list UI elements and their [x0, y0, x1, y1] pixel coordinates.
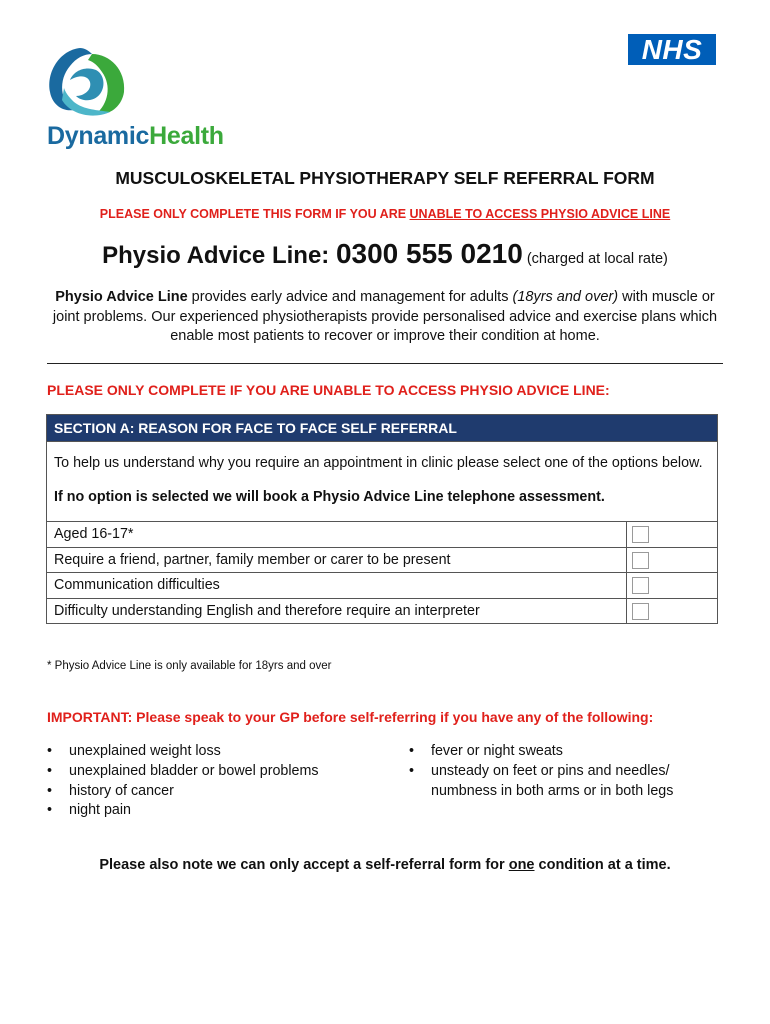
section-a-table: [46, 414, 718, 624]
list-item: [409, 762, 729, 802]
checkbox-interpreter[interactable]: [632, 603, 649, 620]
section-a-heading: SECTION A: REASON FOR FACE TO FACE SELF REFERRAL: [47, 415, 717, 442]
bullet-icon: •: [409, 762, 415, 779]
final-note-prefix: Please also note we can only accept a self-referral form for: [99, 857, 509, 873]
list-item-text: fever or night sweats: [431, 743, 563, 759]
logo-text-health: Health: [149, 122, 224, 150]
list-item: [47, 782, 377, 802]
list-item: [47, 742, 377, 762]
access-notice: [0, 207, 770, 221]
dynamichealth-logo: [40, 40, 240, 150]
checkbox-aged-16-17[interactable]: [632, 526, 649, 543]
advice-line-phone-number: 0300 555 0210: [335, 238, 523, 269]
access-notice-underlined: UNABLE TO ACCESS PHYSIO ADVICE LINE: [409, 207, 671, 221]
bullet-icon: •: [47, 762, 53, 779]
horizontal-divider: [47, 363, 723, 364]
logo-wordmark: [47, 122, 224, 151]
section-a-paragraph-2: If no option is selected we will book a Physio Advice Line telephone assessment.: [54, 488, 605, 505]
gp-warning-list-left: [47, 742, 377, 821]
bullet-icon: •: [409, 743, 415, 759]
advice-line-rate: (charged at local rate): [522, 251, 668, 267]
intro-bold: Physio Advice Line: [55, 289, 188, 305]
age-footnote: * Physio Advice Line is only available for 18yrs and over: [47, 660, 332, 672]
option-row-aged: [47, 522, 717, 548]
section-a-paragraph-1: To help us understand why you require an appointment in clinic please select one of the options below.: [54, 455, 703, 471]
list-item: [47, 762, 377, 782]
intro-text-1: provides early advice and management for adults: [187, 289, 513, 305]
final-note-underlined: one: [508, 857, 535, 873]
option-label: Communication difficulties: [47, 573, 627, 598]
nhs-logo: NHS: [628, 34, 716, 65]
list-item: [409, 742, 729, 762]
bullet-icon: •: [47, 802, 53, 819]
list-item-text: unsteady on feet or pins and needles/ numbness in both arms or in both legs: [431, 762, 674, 799]
list-item-text: history of cancer: [69, 782, 174, 799]
intro-paragraph: [50, 288, 720, 347]
intro-text-2: with muscle or joint problems. Our experienced physiotherapists provide personalised advice and exercise plans which enable most patients to recover or improve their condition at home.: [52, 289, 718, 344]
list-item-text: unexplained weight loss: [69, 743, 221, 759]
list-item-text: unexplained bladder or bowel problems: [69, 762, 319, 779]
complete-notice-heading: PLEASE ONLY COMPLETE IF YOU ARE UNABLE TO ACCESS PHYSIO ADVICE LINE:: [47, 382, 610, 398]
option-checkbox-cell: [627, 573, 717, 598]
option-row-communication: [47, 573, 717, 599]
bullet-icon: •: [47, 782, 53, 799]
checkbox-carer-present[interactable]: [632, 552, 649, 569]
dynamichealth-logo-icon: [40, 40, 135, 120]
bullet-icon: •: [47, 743, 53, 759]
section-a-instructions: [47, 442, 717, 522]
page-title: MUSCULOSKELETAL PHYSIOTHERAPY SELF REFERRAL FORM: [115, 168, 655, 188]
single-condition-note: [0, 857, 770, 873]
logo-text-dynamic: Dynamic: [47, 122, 150, 150]
option-checkbox-cell: [627, 548, 717, 573]
access-notice-text: PLEASE ONLY COMPLETE THIS FORM IF YOU ARE: [99, 207, 410, 221]
option-checkbox-cell: [627, 599, 717, 624]
final-note-suffix: condition at a time.: [534, 857, 671, 873]
option-row-carer: [47, 548, 717, 574]
checkbox-communication-difficulties[interactable]: [632, 577, 649, 594]
option-checkbox-cell: [627, 522, 717, 547]
option-label: Difficulty understanding English and therefore require an interpreter: [47, 599, 627, 624]
intro-italic: (18yrs and over): [512, 289, 619, 305]
advice-line-heading: [0, 238, 770, 270]
important-heading: IMPORTANT: Please speak to your GP before self-referring if you have any of the following:: [47, 709, 654, 725]
gp-warning-list-right: [409, 742, 729, 801]
list-item: [47, 801, 377, 821]
advice-line-label: Physio Advice Line:: [102, 242, 336, 269]
option-row-interpreter: [47, 599, 717, 624]
option-label: Require a friend, partner, family member or carer to be present: [47, 548, 627, 573]
option-label: Aged 16-17*: [47, 522, 627, 547]
list-item-text: night pain: [69, 802, 132, 819]
